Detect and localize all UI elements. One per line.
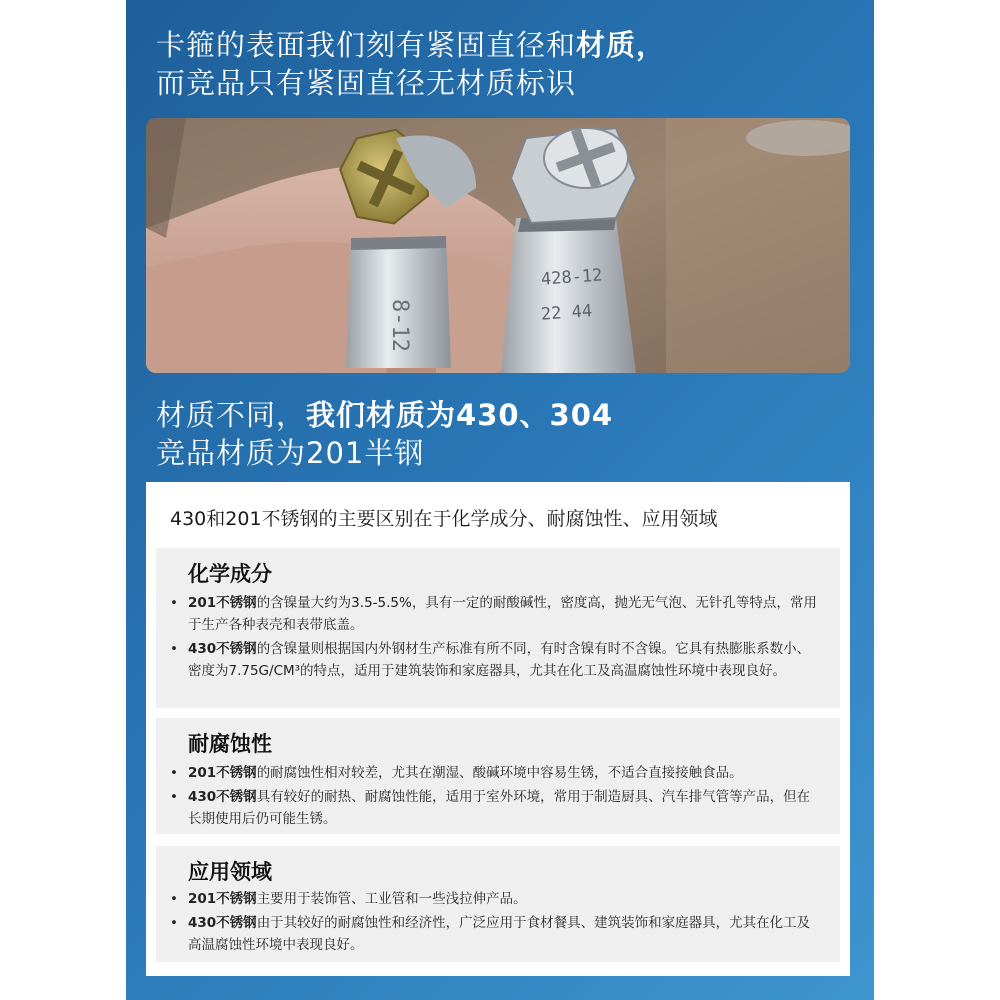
item-text: 的含镍量大约为3.5-5.5%，具有一定的耐酸碱性，密度高，抛光无气泡、无针孔等特点，常用于生产各种表壳和表带底盖。 — [188, 595, 817, 633]
bullet-icon: • — [170, 765, 178, 781]
headline-top-line1-normal: 卡箍的表面我们刻有紧固直径和 — [156, 28, 577, 62]
bullet-icon: • — [170, 641, 178, 657]
headline-mid — [156, 396, 613, 472]
section-chemical-composition — [156, 548, 840, 708]
bullet-icon: • — [170, 595, 178, 611]
item-label: 430不锈钢 — [188, 915, 257, 931]
bullet-icon: • — [170, 789, 178, 805]
headline-mid-line2: 竞品材质为201半钢 — [156, 436, 425, 470]
bullet-icon: • — [170, 915, 178, 931]
list-item — [170, 762, 818, 784]
list-item — [170, 638, 818, 682]
comparison-card — [146, 482, 850, 976]
headline-mid-line1-normal: 材质不同， — [156, 398, 307, 432]
item-text: 的耐腐蚀性相对较差，尤其在潮湿、酸碱环境中容易生锈，不适合直接接触食品。 — [256, 765, 743, 781]
item-label: 430不锈钢 — [188, 789, 257, 805]
section-heading: 化学成分 — [188, 562, 272, 586]
blue-panel — [126, 0, 874, 1000]
headline-top — [156, 26, 666, 102]
bullet-icon: • — [170, 891, 178, 907]
item-text: 具有较好的耐热、耐腐蚀性能，适用于室外环境，常用于制造厨具、汽车排气管等产品，但在长期使用后仍可能生锈。 — [188, 789, 811, 827]
hose-clamp-photo — [146, 118, 850, 373]
stamp-right-1: 428-12 — [540, 265, 604, 290]
card-title: 430和201不锈钢的主要区别在于化学成分、耐腐蚀性、应用领域 — [170, 508, 718, 530]
item-text: 主要用于装饰管、工业管和一些浅拉伸产品。 — [256, 891, 527, 907]
item-label: 201不锈钢 — [188, 891, 257, 907]
stamp-right-2: 22 44 — [540, 301, 593, 325]
section-heading: 应用领域 — [188, 860, 272, 884]
headline-mid-line1-bold: 我们材质为430、304 — [306, 398, 614, 432]
item-text: 由于其较好的耐腐蚀性和经济性，广泛应用于食材餐具、建筑装饰和家庭器具，尤其在化工及高温腐蚀性环境中表现良好。 — [188, 915, 811, 953]
item-label: 430不锈钢 — [188, 641, 257, 657]
item-text: 的含镍量则根据国内外钢材生产标准有所不同，有时含镍有时不含镍。它具有热膨胀系数小、密度为7.75G/CM³的特点，适用于建筑装饰和家庭器具，尤其在化工及高温腐蚀性环境中表现良好。 — [188, 641, 811, 679]
headline-top-line2: 而竞品只有紧固直径无材质标识 — [156, 66, 577, 100]
list-item — [170, 592, 818, 636]
list-item — [170, 888, 818, 910]
item-label: 201不锈钢 — [188, 595, 257, 611]
section-corrosion-resistance — [156, 718, 840, 834]
item-label: 201不锈钢 — [188, 765, 257, 781]
list-item — [170, 912, 818, 956]
headline-top-line1-bold: 材质， — [576, 28, 667, 62]
product-photo — [146, 118, 850, 373]
stamp-left: 8-12 — [387, 299, 412, 352]
section-applications — [156, 846, 840, 962]
list-item — [170, 786, 818, 830]
section-heading: 耐腐蚀性 — [188, 732, 272, 756]
